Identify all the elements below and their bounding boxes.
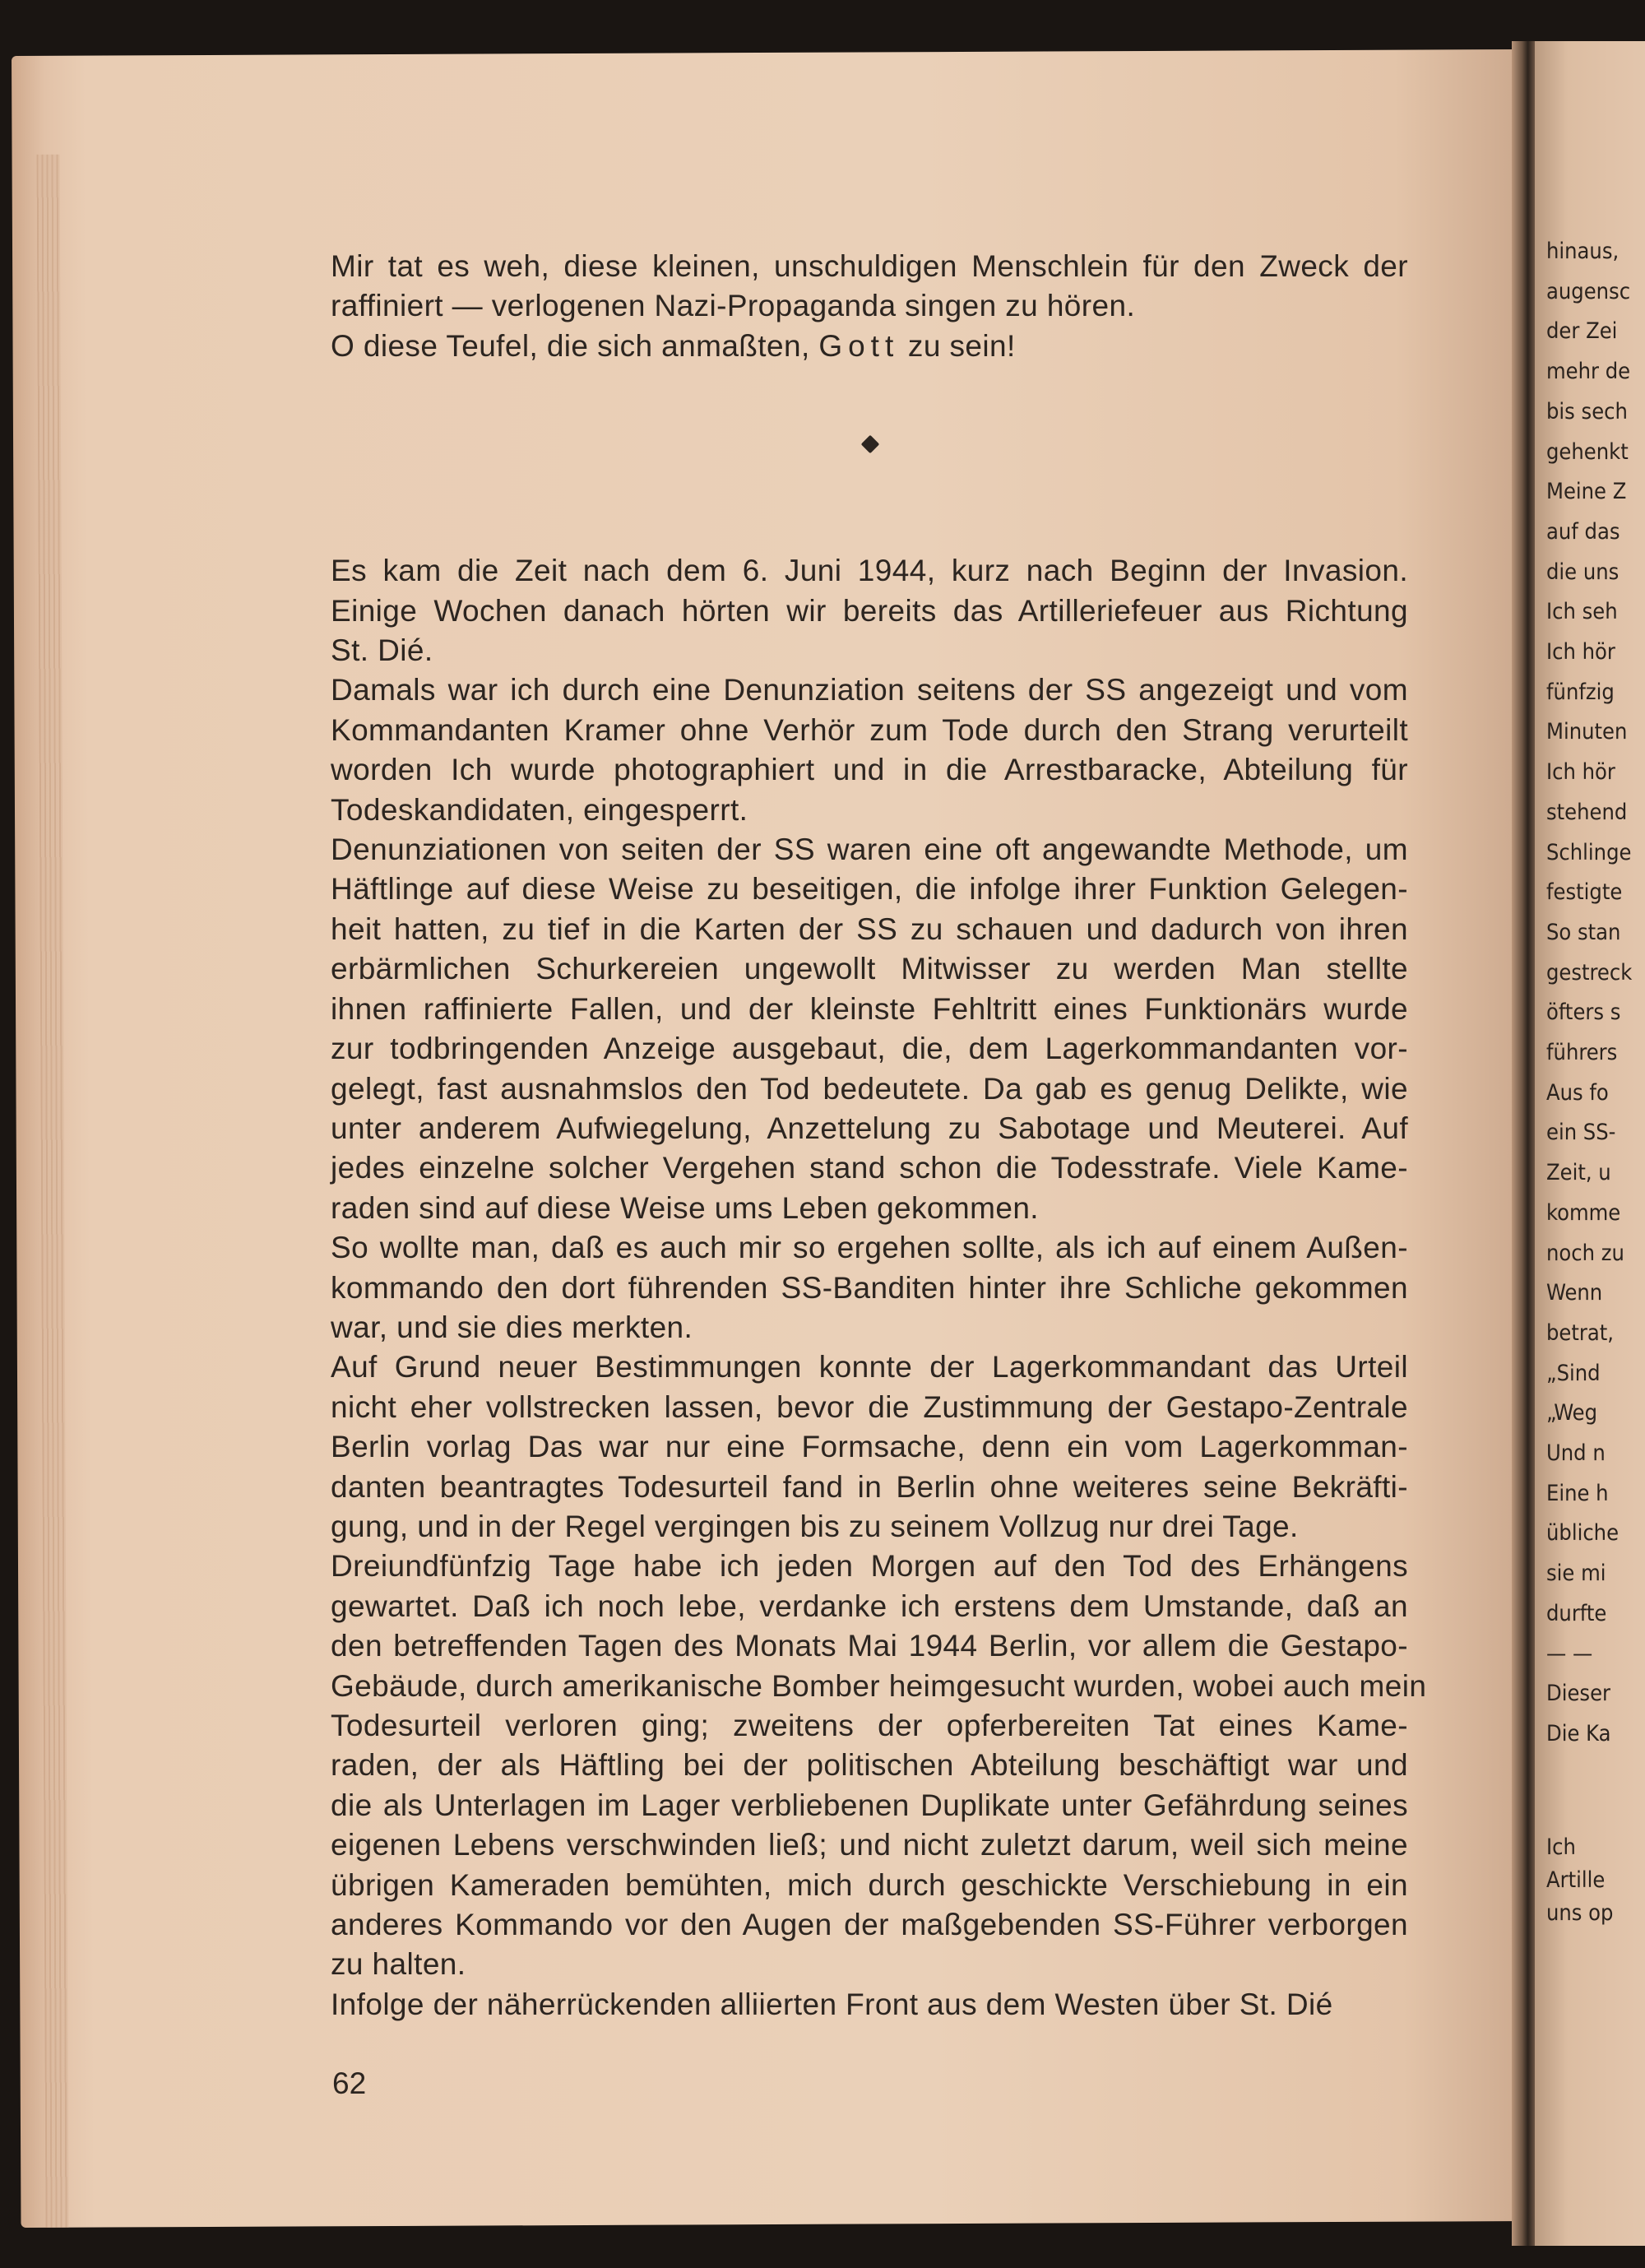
right-page-line: betrat,	[1546, 1320, 1614, 1346]
right-page-line: festigte	[1546, 879, 1623, 906]
right-page-line: ein SS-	[1546, 1120, 1616, 1146]
body-line: den betreffenden Tagen des Monats Mai 1944 Berlin, vor allem die Gestapo-	[331, 1629, 1408, 1663]
body-line: zur todbringenden Anzeige ausgebaut, die, dem Lagerkommandanten vor-	[331, 1032, 1408, 1066]
right-page-line: mehr de	[1546, 359, 1631, 385]
right-page-fragment	[1535, 41, 1645, 2246]
body-line: übrigen Kameraden bemühten, mich durch geschickte Verschiebung in ein	[331, 1867, 1408, 1902]
right-page-line: Ich hör	[1546, 639, 1615, 665]
body-line: gelegt, fast ausnahmslos den Tod bedeutete. Da gab es genug Delikte, wie	[331, 1071, 1408, 1106]
right-page-line: Und n	[1546, 1440, 1606, 1466]
right-page-line: noch zu	[1546, 1240, 1624, 1266]
right-page-line: stehend	[1546, 799, 1628, 825]
body-line: Kommandanten Kramer ohne Verhör zum Tode durch den Strang verurteilt	[331, 712, 1408, 747]
right-page-line: Schlinge	[1546, 839, 1632, 865]
body-line: St. Dié.	[331, 633, 433, 668]
right-page-line: Dieser	[1546, 1681, 1610, 1707]
right-page-line: Ich	[1546, 1834, 1576, 1860]
body-line: Häftlinge auf diese Weise zu beseitigen, die infolge ihrer Funktion Gelegen-	[331, 872, 1408, 907]
body-line: eigenen Lebens verschwinden ließ; und nicht zuletzt darum, weil sich meine	[331, 1828, 1408, 1862]
body-line: danten beantragtes Todesurteil fand in Berlin ohne weiteres seine Bekräfti-	[331, 1469, 1408, 1504]
body-line: raden sind auf diese Weise ums Leben gekommen.	[331, 1190, 1039, 1225]
body-line: gung, und in der Regel vergingen bis zu seinem Vollzug nur drei Tage.	[331, 1509, 1299, 1543]
intro-stanza	[331, 247, 1408, 327]
page-edge-stack	[37, 155, 69, 2228]
intro-line: raffiniert — verlogenen Nazi-Propaganda singen zu hören.	[331, 289, 1136, 323]
body-line: zu halten.	[331, 1947, 466, 1982]
body-line: anderes Kommando vor den Augen der maßgebenden SS-Führer verborgen	[331, 1908, 1408, 1942]
right-page-line: Minuten	[1546, 719, 1628, 745]
body-text	[331, 551, 1427, 2025]
right-page-line: augensc	[1546, 278, 1631, 304]
page-number: 62	[332, 2066, 367, 2100]
right-page-line: So stan	[1546, 919, 1621, 945]
right-page-line: öfters s	[1546, 999, 1621, 1026]
body-line: raden, der als Häftling bei der politischen Abteilung beschäftigt war und	[331, 1748, 1408, 1783]
body-line: Dreiundfünfzig Tage habe ich jeden Morgen auf den Tod des Erhängens	[331, 1549, 1408, 1584]
body-line: unter anderem Aufwiegelung, Anzettelung zu Sabotage und Meuterei. Auf	[331, 1111, 1408, 1145]
right-page-line: komme	[1546, 1199, 1621, 1226]
body-line: Todesurteil verloren ging; zweitens der opferbereiten Tat eines Kame-	[331, 1709, 1408, 1742]
right-page-line: gestreck	[1546, 959, 1633, 986]
body-line: Gebäude, durch amerikanische Bomber heimgesucht wurden, wobei auch mein	[331, 1668, 1427, 1703]
right-page-line: Wenn	[1546, 1280, 1603, 1306]
body-line: So wollte man, daß es auch mir so ergehen sollte, als ich auf einem Außen-	[331, 1231, 1408, 1265]
body-line: kommando den dort führenden SS-Banditen hinter ihre Schliche gekommen	[331, 1270, 1408, 1305]
body-line: Auf Grund neuer Bestimmungen konnte der Lagerkommandant das Urteil	[331, 1350, 1408, 1384]
right-page-line: Meine Z	[1546, 479, 1627, 505]
right-page-line: Ich seh	[1546, 599, 1618, 625]
right-page-line: Ich hör	[1546, 759, 1615, 786]
right-page-line: der Zei	[1546, 318, 1618, 345]
right-page-line: Eine h	[1546, 1480, 1609, 1506]
right-page-line: „Weg	[1546, 1400, 1598, 1426]
right-page-line: auf das	[1546, 518, 1620, 545]
right-page-line: bis sech	[1546, 398, 1628, 424]
right-page-line: gehenkt	[1546, 438, 1629, 465]
right-page-line: übliche	[1546, 1520, 1620, 1547]
body-line: war, und sie dies merkten.	[331, 1310, 693, 1344]
right-page-line: Aus fo	[1546, 1079, 1609, 1106]
body-line: heit hatten, zu tief in die Karten der SS zu schauen und dadurch von ihren	[331, 911, 1408, 946]
right-page-line: Artille	[1546, 1867, 1606, 1893]
intro-last-line	[331, 327, 1408, 366]
body-line: Infolge der näherrückenden alliierten Front aus dem Westen über St. Dié	[331, 1987, 1333, 2021]
body-line: ihnen raffinierte Fallen, und der kleinste Fehltritt eines Funktionärs wurde	[331, 991, 1408, 1026]
section-gap	[331, 366, 1408, 551]
body-line: Einige Wochen danach hörten wir bereits das Artilleriefeuer aus Richtung	[331, 593, 1408, 628]
right-page-line: fünfzig	[1546, 679, 1615, 705]
right-page-line: führers	[1546, 1040, 1618, 1065]
right-page-line: Zeit, u	[1546, 1160, 1611, 1186]
right-page-line: die uns	[1546, 559, 1620, 585]
right-page-line: Die Ka	[1546, 1720, 1611, 1746]
body-line: gewartet. Daß ich noch lebe, verdanke ich erstens dem Umstande, daß an	[331, 1589, 1408, 1623]
right-page-line: uns op	[1546, 1900, 1614, 1926]
body-line: Todeskandidaten, eingesperrt.	[331, 792, 748, 827]
right-page-line: hinaus,	[1546, 239, 1620, 264]
right-page-line: sie mi	[1546, 1561, 1606, 1587]
intro-last-prefix: O diese Teufel, die sich anmaßten,	[331, 328, 819, 363]
right-page-line: „Sind	[1546, 1360, 1601, 1386]
page-text	[331, 247, 1427, 2025]
intro-spaced-word: Gott	[818, 328, 900, 363]
book-gutter	[1512, 41, 1535, 2246]
intro-line: Mir tat es weh, diese kleinen, unschuldigen Menschlein für den Zweck der	[331, 249, 1408, 283]
body-line: worden Ich wurde photographiert und in die Arrestbaracke, Abteilung für	[331, 753, 1408, 787]
body-line: Denunziationen von seiten der SS waren eine oft angewandte Methode, um	[331, 833, 1408, 867]
right-page-line: durfte	[1546, 1600, 1607, 1626]
intro-last-suffix: zu sein!	[899, 328, 1016, 363]
body-line: nicht eher vollstrecken lassen, bevor die Zustimmung der Gestapo-Zentrale	[331, 1389, 1408, 1424]
body-line: erbärmlichen Schurkereien ungewollt Mitwisser zu werden Man stellte	[331, 952, 1408, 986]
right-page-line: — —	[1546, 1640, 1593, 1667]
body-line: die als Unterlagen im Lager verbliebenen Duplikate unter Gefährdung seines	[331, 1788, 1408, 1822]
body-line: Damals war ich durch eine Denunziation seitens der SS angezeigt und vom	[331, 673, 1408, 707]
body-line: Es kam die Zeit nach dem 6. Juni 1944, kurz nach Beginn der Invasion.	[331, 554, 1408, 588]
body-line: Berlin vorlag Das war nur eine Formsache, denn ein vom Lagerkomman-	[331, 1430, 1408, 1464]
body-line: jedes einzelne solcher Vergehen stand schon die Todesstrafe. Viele Kame-	[331, 1151, 1408, 1185]
